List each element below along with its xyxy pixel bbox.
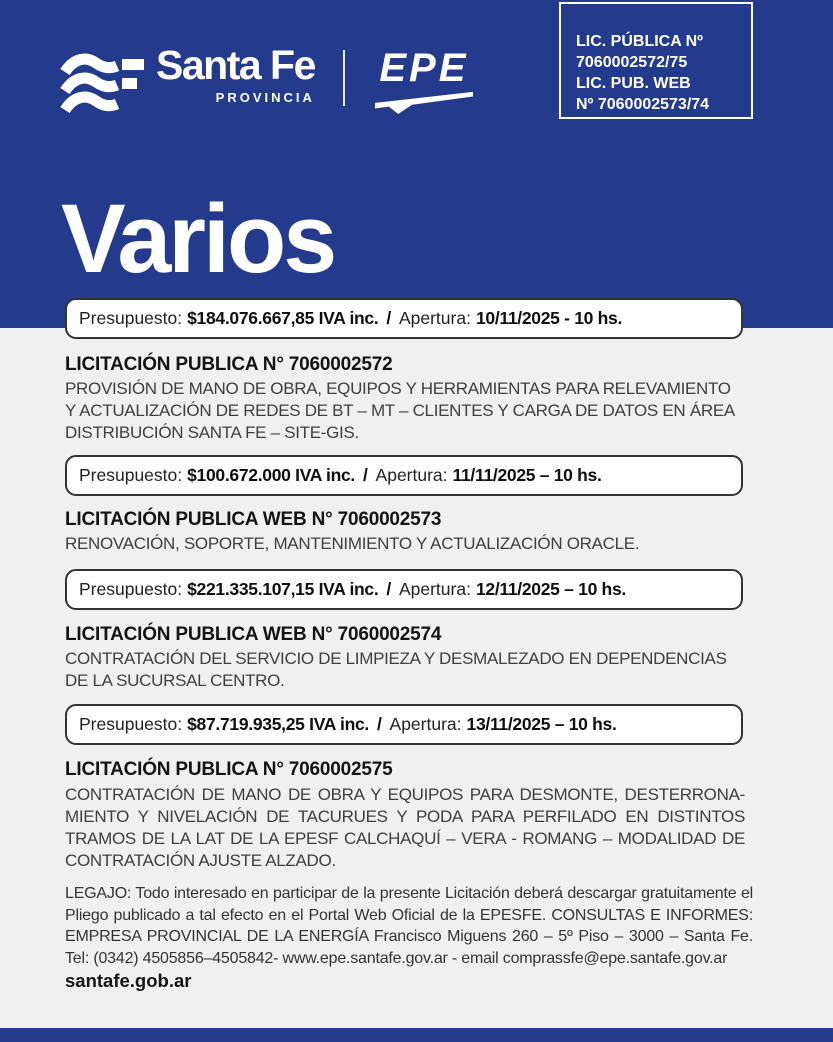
tender-4-title: LICITACIÓN PUBLICA N° 7060002575	[65, 759, 393, 780]
tender-1-description: PROVISIÓN DE MANO DE OBRA, EQUIPOS Y HERRAMIENTAS PARA RELEVAMIENTO Y ACTUALIZACIÓN DE REDES DE BT – MT – CLIENTES Y CARGA DE DATOS EN ÁREA DISTRIBUCIÓN SANTA FE – SITE-GIS.	[65, 379, 734, 442]
tender-2-info-box	[65, 455, 743, 496]
apertura-label: Apertura:	[389, 714, 462, 734]
separator-slash: /	[376, 714, 382, 734]
presupuesto-label: Presupuesto:	[79, 308, 183, 328]
santa-fe-logo	[156, 44, 315, 105]
apertura-value: 13/11/2025 – 10 hs.	[466, 714, 617, 734]
tender-2-title: LICITACIÓN PUBLICA WEB N° 7060002573	[65, 509, 442, 530]
license-line-3: LIC. PUB. WEB	[576, 75, 691, 92]
apertura-value: 11/11/2025 – 10 hs.	[452, 465, 602, 485]
presupuesto-label: Presupuesto:	[79, 465, 183, 485]
license-numbers-box	[559, 2, 753, 119]
apertura-label: Apertura:	[398, 308, 471, 328]
logo-row	[60, 44, 477, 119]
apertura-label: Apertura:	[375, 465, 448, 485]
tender-4-description: CONTRATACIÓN DE MANO DE OBRA Y EQUIPOS PARA DESMONTE, DESTERRONA-MIENTO Y NIVELACIÓN DE TACURUES Y PODA PARA PERFILADO EN DISTINTOS TRAMOS DE LA LAT DE LA EPESF CALCHAQUÍ – VERA - ROMANG – MODALIDAD DE CONTRATACIÓN AJUSTE ALZADO.	[65, 785, 745, 870]
santa-fe-flag-icon	[60, 46, 144, 116]
apertura-value: 12/11/2025 – 10 hs.	[475, 579, 626, 599]
epe-logo	[371, 48, 477, 119]
apertura-value: 10/11/2025 - 10 hs.	[475, 308, 623, 328]
separator-slash: /	[386, 308, 391, 328]
presupuesto-label: Presupuesto:	[79, 714, 183, 734]
license-line-1: LIC. PÚBLICA Nº	[576, 33, 704, 50]
presupuesto-label: Presupuesto:	[79, 579, 183, 599]
tender-3-info-box	[65, 569, 743, 610]
license-line-4: Nº 7060002573/74	[576, 96, 710, 113]
separator-slash: /	[362, 465, 368, 485]
tender-1-title: LICITACIÓN PUBLICA N° 7060002572	[65, 354, 393, 375]
page-title: Varios	[61, 184, 335, 293]
epe-swoosh-icon	[371, 90, 477, 114]
separator-slash: /	[386, 579, 391, 599]
tender-3-title: LICITACIÓN PUBLICA WEB N° 7060002574	[65, 624, 442, 645]
website-url: santafe.gob.ar	[65, 970, 192, 991]
santa-fe-wordmark: Santa Fe	[156, 42, 315, 88]
tender-1-info-box	[65, 298, 743, 339]
presupuesto-value: $221.335.107,15 IVA inc.	[187, 579, 379, 599]
footer-bar	[0, 1028, 833, 1042]
provincia-label: PROVINCIA	[215, 90, 315, 106]
presupuesto-value: $87.719.935,25 IVA inc.	[187, 714, 369, 734]
presupuesto-value: $184.076.667,85 IVA inc.	[187, 308, 379, 328]
epe-wordmark: EPE	[379, 46, 469, 90]
logo-divider	[343, 50, 345, 106]
tender-2-description: RENOVACIÓN, SOPORTE, MANTENIMIENTO Y ACTUALIZACIÓN ORACLE.	[65, 534, 640, 553]
apertura-label: Apertura:	[398, 579, 471, 599]
tender-3-description: CONTRATACIÓN DEL SERVICIO DE LIMPIEZA Y DESMALEZADO EN DEPENDENCIAS DE LA SUCURSAL CENTRO.	[65, 649, 727, 690]
legal-notice: LEGAJO: Todo interesado en participar de la presente Licitación deberá descargar gratuitamente el Pliego publicado a tal efecto en el Portal Web Oficial de la EPESFE. CONSULTAS E INFORMES: EMPRESA PROVINCIAL DE LA ENERGÍA Francisco Miguens 260 – 5º Piso – 3000 – Santa Fe. Tel: (0342) 4505856–4505842- www.epe.santafe.gov.ar - email comprassfe@epe.santafe.gov.ar	[65, 885, 753, 967]
license-line-2: 7060002572/75	[576, 54, 688, 71]
tender-4-info-box	[65, 704, 743, 745]
presupuesto-value: $100.672.000 IVA inc.	[187, 465, 355, 485]
